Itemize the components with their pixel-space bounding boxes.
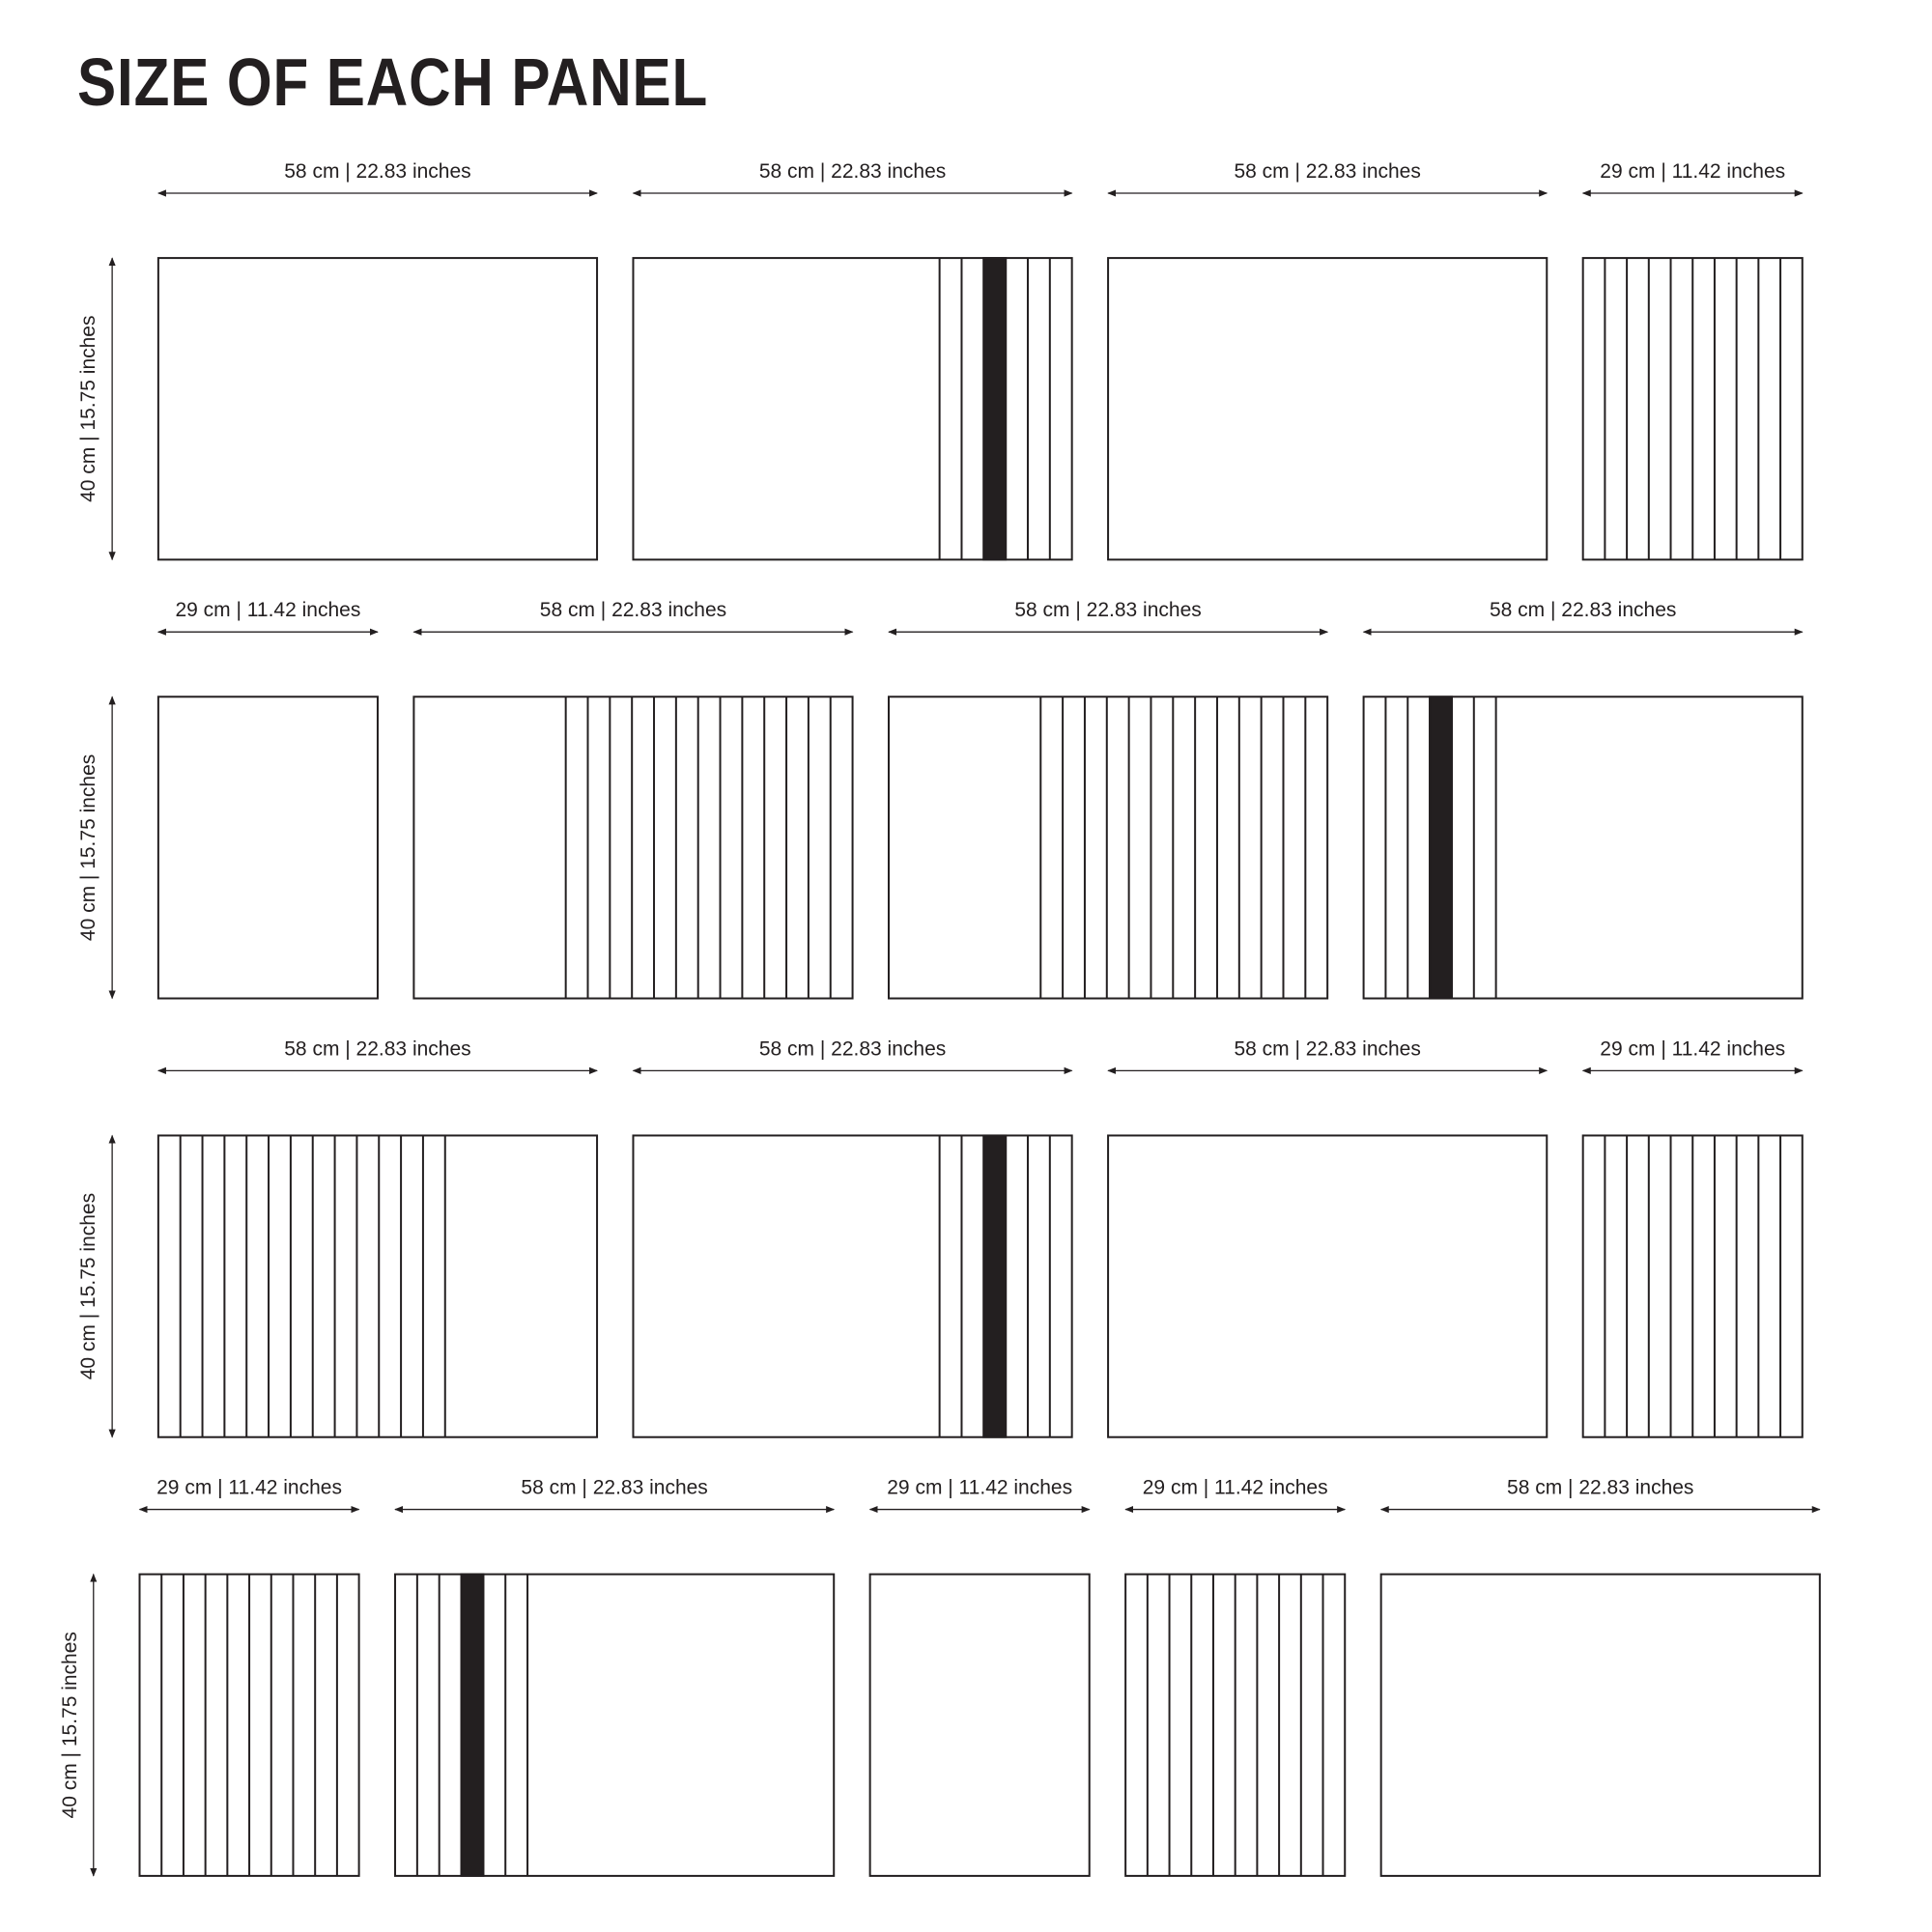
width-dimension-label: 29 cm | 11.42 inches (1600, 159, 1786, 183)
width-dimension-label: 29 cm | 11.42 inches (156, 1476, 342, 1499)
wall-panel (158, 1037, 597, 1436)
panel-outline (158, 258, 597, 559)
wall-panel (395, 1477, 834, 1876)
width-dimension-label: 29 cm | 11.42 inches (1600, 1037, 1786, 1061)
dark-slat (983, 1135, 1006, 1436)
dark-slat (983, 258, 1006, 559)
width-dimension-label: 58 cm | 22.83 inches (539, 599, 727, 622)
width-dimension-label: 58 cm | 22.83 inches (284, 159, 471, 183)
width-dimension-label: 58 cm | 22.83 inches (521, 1476, 708, 1499)
height-dimension-label: 40 cm | 15.75 inches (77, 1192, 100, 1380)
width-dimension-label: 58 cm | 22.83 inches (284, 1037, 471, 1061)
panel-outline (1108, 258, 1547, 559)
height-dimension-label: 40 cm | 15.75 inches (77, 753, 100, 942)
width-dimension-label: 58 cm | 22.83 inches (758, 1037, 947, 1061)
width-dimension-label: 58 cm | 22.83 inches (1507, 1476, 1694, 1499)
width-dimension-label: 58 cm | 22.83 inches (1489, 599, 1677, 622)
width-dimension-label: 29 cm | 11.42 inches (1142, 1476, 1328, 1499)
dark-slat (462, 1575, 484, 1876)
panel-row (77, 1037, 1803, 1436)
wall-panel (1381, 1477, 1820, 1876)
height-dimension-label: 40 cm | 15.75 inches (58, 1632, 81, 1819)
width-dimension-label: 58 cm | 22.83 inches (1234, 1037, 1421, 1061)
panel-outline (870, 1575, 1090, 1876)
wall-panel (158, 599, 378, 998)
wall-panel (140, 1477, 359, 1876)
wall-panel (870, 1477, 1090, 1876)
width-dimension-label: 58 cm | 22.83 inches (1014, 599, 1202, 622)
wall-panel (1125, 1477, 1345, 1876)
panel-outline (1108, 1135, 1547, 1436)
wall-panel (633, 160, 1071, 559)
wall-panel (633, 1037, 1071, 1436)
wall-panel (889, 599, 1327, 998)
panel-row (77, 599, 1803, 998)
width-dimension-label: 58 cm | 22.83 inches (758, 159, 947, 183)
panel-outline (158, 696, 378, 998)
wall-panel (1583, 1037, 1803, 1436)
wall-panel (158, 160, 597, 559)
panel-row (77, 160, 1803, 559)
height-dimension-label: 40 cm | 15.75 inches (77, 315, 100, 502)
wall-panel (1364, 599, 1803, 998)
panel-rows (59, 160, 1820, 1876)
wall-panel (1108, 160, 1547, 559)
width-dimension-label: 58 cm | 22.83 inches (1234, 159, 1421, 183)
dark-slat (1430, 696, 1452, 998)
panel-row (59, 1477, 1820, 1876)
wall-panel (413, 599, 852, 998)
width-dimension-label: 29 cm | 11.42 inches (175, 599, 361, 622)
panel-outline (1381, 1575, 1820, 1876)
wall-panel (1583, 160, 1803, 559)
page-title: SIZE OF EACH PANEL (77, 44, 709, 120)
width-dimension-label: 29 cm | 11.42 inches (887, 1476, 1073, 1499)
wall-panel (1108, 1037, 1547, 1436)
